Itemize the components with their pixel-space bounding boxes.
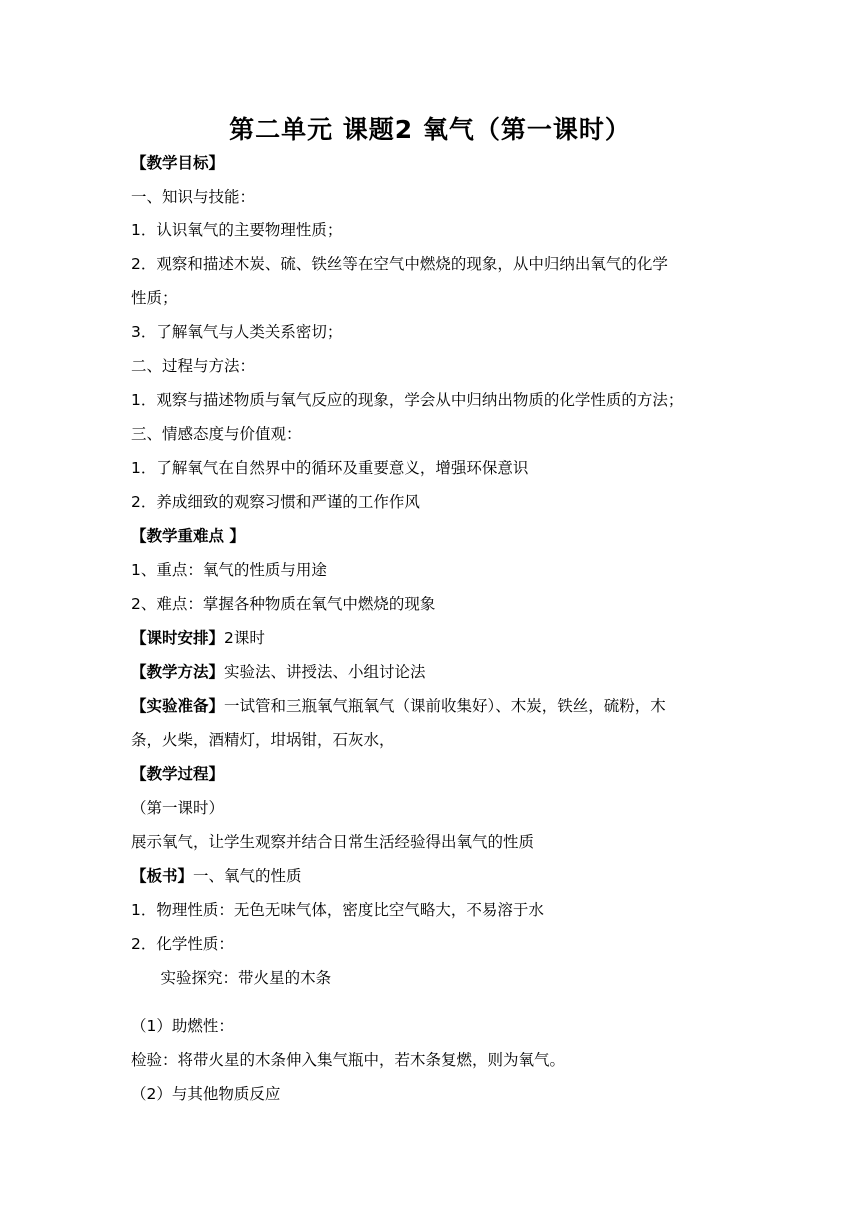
line-text: 1、重点：氧气的性质与用途 [131, 561, 327, 579]
line-text: 2课时 [224, 629, 265, 647]
text-line [131, 220, 342, 240]
line-text: 一、氧气的性质 [193, 867, 302, 885]
line-text: 实验探究：带火星的木条 [131, 969, 332, 987]
text-line [131, 424, 302, 444]
text-line [131, 1084, 280, 1104]
line-text: 2、难点：掌握各种物质在氧气中燃烧的现象 [131, 595, 436, 613]
line-text: 一、知识与技能： [131, 188, 256, 206]
text-line [131, 764, 224, 784]
text-line [131, 458, 528, 478]
line-text: 条，火柴，酒精灯，坩埚钳，石灰水， [131, 731, 395, 749]
text-line [131, 288, 178, 308]
line-text: 实验法、讲授法、小组讨论法 [224, 663, 426, 681]
section-heading: 【教学方法】 [131, 663, 225, 681]
line-text: （1）助燃性： [131, 1017, 234, 1035]
text-line [131, 153, 224, 173]
section-heading: 【教学目标】 [131, 154, 225, 172]
text-line [131, 594, 435, 614]
text-line [131, 866, 302, 886]
line-text: 1．了解氧气在自然界中的循环及重要意义，增强环保意识 [131, 459, 529, 477]
text-line [131, 390, 683, 410]
section-heading: 【课时安排】 [131, 629, 225, 647]
line-text: 一试管和三瓶氧气瓶氧气（课前收集好）、木炭，铁丝，硫粉，木 [224, 697, 666, 715]
line-text: 1．认识氧气的主要物理性质； [131, 221, 343, 239]
text-line [131, 526, 245, 546]
line-text: 3．了解氧气与人类关系密切； [131, 323, 343, 341]
line-text: 三、情感态度与价值观： [131, 425, 302, 443]
page-title: 第二单元 课题2 氧气（第一课时） [229, 115, 631, 144]
line-text: 1．观察与描述物质与氧气反应的现象，学会从中归纳出物质的化学性质的方法； [131, 391, 684, 409]
text-line [131, 900, 544, 920]
text-line [131, 934, 234, 954]
text-line [131, 696, 666, 716]
line-text: 2．观察和描述木炭、硫、铁丝等在空气中燃烧的现象，从中归纳出氧气的化学 [131, 255, 668, 273]
line-text: 性质； [131, 289, 178, 307]
text-line [131, 662, 426, 682]
line-text: 展示氧气，让学生观察并结合日常生活经验得出氧气的性质 [131, 833, 535, 851]
text-line [131, 254, 668, 274]
section-heading: 【板书】 [131, 867, 194, 885]
text-line [131, 968, 331, 988]
text-line [131, 1016, 234, 1036]
line-text: （第一课时） [131, 799, 225, 817]
line-text: 二、过程与方法： [131, 357, 256, 375]
line-text: 检验：将带火星的木条伸入集气瓶中，若木条复燃，则为氧气。 [131, 1051, 566, 1069]
text-line [131, 832, 534, 852]
text-line [131, 730, 395, 750]
section-heading: 【教学过程】 [131, 765, 225, 783]
text-line [131, 798, 224, 818]
line-text: 2．化学性质： [131, 935, 234, 953]
line-text: （2）与其他物质反应 [131, 1085, 281, 1103]
line-text: 2．养成细致的观察习惯和严谨的工作作风 [131, 493, 420, 511]
text-line [131, 492, 420, 512]
section-heading: 【教学重难点 】 [131, 527, 245, 545]
line-text: 1．物理性质：无色无味气体，密度比空气略大，不易溶于水 [131, 901, 544, 919]
text-line [131, 560, 327, 580]
text-line [131, 1050, 565, 1070]
text-line [131, 187, 255, 207]
section-heading: 【实验准备】 [131, 697, 225, 715]
text-line [131, 628, 265, 648]
text-line [131, 356, 255, 376]
text-line [131, 322, 342, 342]
